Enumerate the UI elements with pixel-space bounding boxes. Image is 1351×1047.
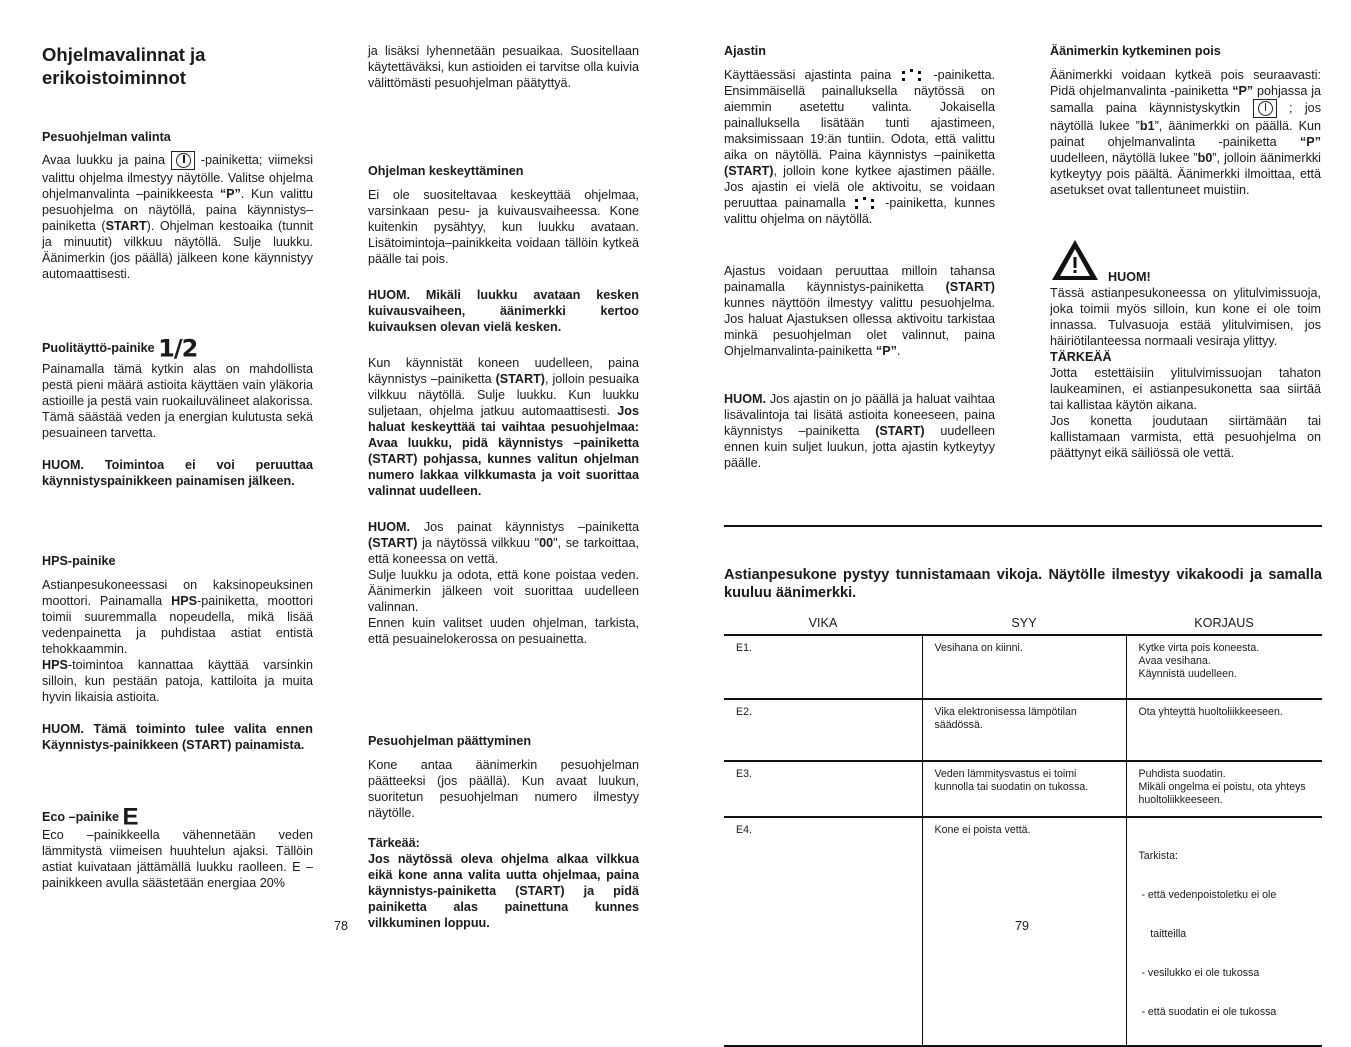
section-heading-interrupt: Ohjelman keskeyttäminen [368,164,524,178]
error-cause: Veden lämmitysvastus ei toimi kunnolla tai suodatin on tukossa. [922,761,1126,817]
column-4 [1050,43,1321,198]
section-heading-eco: Eco –painike E [42,803,139,831]
section-text-restart: Kun käynnistät koneen uudelleen, paina käynnistys –painiketta (START), jolloin pesuaika vilkkuu näytöllä. Sulje luukku. Kun luukku suljetaan, ohjelma jatkuu automaattisesti. Jos haluat keskeyttää tai vaihtaa pesuohjelmaa: Avaa luukku, pidä käynnistys –painiketta (START) pohjassa, kunnes valitun ohjelman numero lakkaa vilkkumasta ja voit suorittaa valinnat uudelleen. [368,356,639,498]
important-text: Jos näytössä oleva ohjelma alkaa vilkkua eikä kone anna valita uutta ohjelmaa, paina käynnistys-painiketta (START) ja pidä painiketta alas painettuna kunnes vilkkuminen loppuu. [368,852,639,930]
section-heading-hps: HPS-painike [42,553,116,568]
column-3 [724,43,995,471]
note-water-2: Sulje luukku ja odota, että kone poistaa veden. Äänimerkin jälkeen voit suorittaa uudelleen valinnan. [368,568,639,614]
column-2 [368,43,639,931]
section-heading-beep-off: Äänimerkin kytkeminen pois [1050,44,1221,58]
section-text-program-end: Kone antaa äänimerkin pesuohjelman päätteeksi (jos päällä). Kun avaat luukun, suoritetun pesuohjelman numero ilmestyy näytölle. [368,758,639,820]
error-code-table [724,613,1322,1047]
error-fix: Puhdista suodatin. Mikäli ongelma ei poistu, ota yhteys huoltoliikkeeseen. [1126,761,1322,817]
table-row [724,699,1322,761]
section-text-eco: Eco –painikkeella vähennetään veden lämmitystä viimeisen huuhtelun ajaksi. Tällöin astiat kuivataan jättämällä luukku raolleen. E –painikkeen avulla säästetään energiaa 20% [42,828,313,891]
section-text-half-load: Painamalla tämä kytkin alas on mahdollista pestä pieni määrä astioita käyttäen vain yläkoria astioille ja pestä vain ruokailuvälineet alakorissa. Tämä säästää veden ja energian kulutusta sekä pesuaineen tarvetta. [42,361,313,440]
error-fix: Tarkista: - että vedenpoistoletku ei ole taitteilla - vesilukko ei ole tukossa - että suodatin ei ole tukossa [1126,817,1322,1046]
section-text-timer: Käyttäessäsi ajastinta paina -painiketta. Ensimmäisellä painalluksella näytössä on aiemmin asetettu valinta. Jokaisella painalluksella lisätään tunti ajastimeen, maksimissaan 19:än tuntiin. Odota, että valittu aika on näytöllä. Paina käynnistys –painiketta (START), jolloin kone kytkee ajastimen päälle. Jos ajastin ei vielä ole aktivoitu, se voidaan peruuttaa painamalla -painiketta, kunnes valittu ohjelma on näytöllä. [724,68,996,226]
section-text-timer-cancel: Ajastus voidaan peruuttaa milloin tahansa painamalla käynnistys-painiketta (START) kunnes näyttöön ilmestyy valittu pesuohjelma. Jos haluat Ajastuksen ollessa aktivoitu tarkistaa minkä pesuohjelman olet valinnut, paina Ohjelmanvalinta-painiketta “P”. [724,264,995,358]
note-water-3: Ennen kuin valitset uuden ohjelman, tarkista, että pesuainelokerossa on pesuainetta. [368,616,639,646]
page-title: Ohjelmavalinnat ja erikoistoiminnot [42,44,206,88]
table-row [724,635,1322,699]
section-heading-program-end: Pesuohjelman päättyminen [368,734,532,748]
error-fix: Ota yhteyttä huoltoliikkeeseen. [1126,699,1322,761]
page-number-left: 78 [334,919,349,933]
table-row [724,761,1322,817]
eco-icon: E [122,803,139,831]
note-half-load: HUOM. Toimintoa ei voi peruuttaa käynnistyspainikkeen painamisen jälkeen. [42,457,313,488]
warning-label: HUOM! [1108,270,1151,284]
power-button-icon [1253,99,1277,118]
error-code: E3. [724,761,922,817]
section-divider [724,525,1322,527]
important-label-right: TÄRKEÄÄ [1050,350,1112,364]
timer-icon [900,69,924,83]
warning-text-3: Jos konetta joudutaan siirtämään tai kallistamaan varmista, että pesuohjelma on päättynyt eikä säiliössä ole vettä. [1050,414,1321,460]
note-hps: HUOM. Tämä toiminto tulee valita ennen Käynnistys-painikkeen (START) painamista. [42,721,313,752]
section-text-interrupt: Ei ole suositeltavaa keskeyttää ohjelmaa, varsinkaan pesu- ja kuivausvaiheessa. Kone kuitenkin pysähtyy, kun luukku avataan. Lisätoimintoja–painikkeita voidaan tällöin kytkeä päälle tai pois. [368,188,639,266]
column-header: SYY [922,613,1126,635]
half-load-icon: 1/2 [158,334,198,363]
warning-block [1050,269,1321,461]
important-label: Tärkeää: [368,836,420,850]
error-code: E1. [724,635,922,699]
page-number-right: 79 [1015,919,1030,933]
diagnostics-heading: Astianpesukone pystyy tunnistamaan vikoja. Näytölle ilmestyy vikakoodi ja samalla kuuluu äänimerkki. [724,567,1322,601]
note-water: HUOM. Jos painat käynnistys –painiketta (START) ja näytössä vilkkuu "00", se tarkoittaa, että koneessa on vettä. [368,520,639,566]
error-fix: Kytke virta pois koneesta. Avaa vesihana. Käynnistä uudelleen. [1126,635,1322,699]
error-cause: Kone ei poista vettä. [922,817,1126,1046]
power-button-icon [171,151,195,170]
column-1 [42,43,313,891]
note-interrupt: HUOM. Mikäli luukku avataan kesken kuivausvaiheen, äänimerkki kertoo kuivauksen olevan vielä kesken. [368,288,639,334]
warning-text-2: Jotta estettäisiin ylitulvimissuojan tahaton laukeaminen, ei astianpesukonetta saa siirtää tai kallistaa käytön aikana. [1050,366,1321,412]
section-heading-timer: Ajastin [724,44,766,58]
note-timer: HUOM. Jos ajastin on jo päällä ja haluat vaihtaa lisävalintoja tai lisätä astioita koneeseen, paina käynnistys –painiketta (START) uudelleen ennen kuin suljet luukun, jotta ajastin kytkeytyy päälle. [724,392,996,470]
warning-text: Tässä astianpesukoneessa on ylitulvimissuoja, joka toimii myös silloin, kun kone ei ole toim innassa. Tulvasuoja estää ylitulvimisen, jos häiriötilanteessa normaali vesiraja ylittyy. [1050,286,1321,348]
section-heading-half-load: Puolitäyttö-painike 1/2 [42,334,198,363]
table-header-row [724,613,1322,635]
section-text-program-selection: Avaa luukku ja paina -painiketta; viimeksi valittu ohjelma ilmestyy näytölle. Valitse ohjelma ohjelmanvalinta –painikkeesta “P”. Kun valittu pesuohjelma on näytöllä, paina käynnistys–painiketta (START). Ohjelman kestoaika (tunnit ja minuutit) vilkkuu näytöllä. Sulje luukku. Äänimerkin (jos päällä) jälkeen kone käynnistyy automaattisesti. [42,152,314,281]
error-code: E2. [724,699,922,761]
error-code: E4. [724,817,922,1046]
column-header: VIKA [724,613,922,635]
section-text-beep-off: Äänimerkki voidaan kytkeä pois seuraavasti: Pidä ohjelmanvalinta -painiketta “P” pohjassa ja samalla paina käynnistyskytkin ; jos näytöllä lukee ”b1”, äänimerkki on päällä. Kun painat ohjelmanvalinta -painiketta “P” uudelleen, näytöllä lukee ”b0”, jolloin äänimerkki kytkeytyy pois päältä. Äänimerkki ilmoittaa, että asetukset ovat tallentuneet muistiin. [1050,68,1321,197]
error-cause: Vika elektronisessa lämpötilan säädössä. [922,699,1126,761]
section-text-hps-2: HPS-toimintoa kannattaa käyttää varsinkin silloin, kun pestään patoja, kattiloita ja muita hyvin likaisia astioita. [42,657,313,704]
section-heading-program-selection: Pesuohjelman valinta [42,130,171,144]
section-text-eco-cont: ja lisäksi lyhennetään pesuaikaa. Suositellaan käytettäväksi, kun astioiden ei tarvitse olla kuivia välittömästi pesuohjelman päätyttyä. [368,44,639,90]
error-cause: Vesihana on kiinni. [922,635,1126,699]
section-text-hps: Astianpesukoneessasi on kaksinopeuksinen moottori. Painamalla HPS-painiketta, moottori toimii suuremmalla nopeudella, mikä lisää vedenpainetta ja puhdistaa astiat entistä tehokkaammin. [42,577,314,656]
column-header: KORJAUS [1126,613,1322,635]
timer-icon [853,197,877,211]
